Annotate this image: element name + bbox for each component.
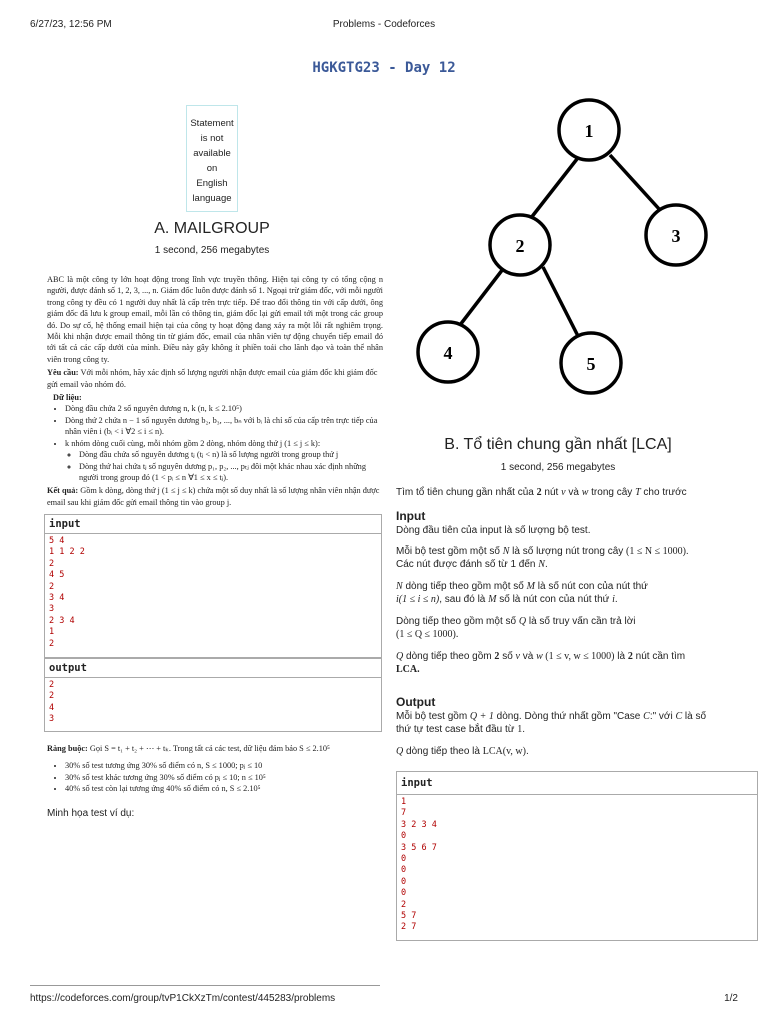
problem-b-input-heading: Input xyxy=(396,509,426,523)
contest-title[interactable]: HGKGTG23 - Day 12 xyxy=(312,60,456,76)
list-item: • Dòng thứ 2 chứa n − 1 số nguyên dương b₂, b₃, ..., bₙ với bᵢ là chỉ số của cấp trên trực tiếp của nhân viên i (bᵢ < i ∀2 ≤ i ≤ n). xyxy=(65,415,383,438)
illustration-note: Minh họa test ví dụ: xyxy=(47,808,135,819)
problem-b-limits: 1 second, 256 megabytes xyxy=(500,462,616,473)
footer-divider xyxy=(30,985,380,986)
sample-input-header: input xyxy=(45,515,381,534)
print-page-title: Problems - Codeforces xyxy=(332,19,436,30)
list-item: ◦ Dòng đầu chứa số nguyên dương tⱼ (tⱼ < n) là số lượng người trong group thứ j xyxy=(79,449,383,460)
list-item: • k nhóm dòng cuối cùng, mỗi nhóm gồm 2 dòng, nhóm dòng thứ j (1 ≤ j ≤ k): ◦ Dòng đầu chứa số nguyên dương tⱼ (tⱼ < n) là số lượng người trong group thứ j ◦ Dòng thứ hai chứa tⱼ số nguyên dương p₁, p₂, ..., pₜⱼ đôi một khác nhau xác định những người trong group đó (1 < pᵢ ≤ n ∀1 ≤ x ≤ tⱼ). xyxy=(65,438,383,484)
list-item: • 30% số test khác tương ứng 30% số điểm có pⱼ ≤ 10; n ≤ 10⁵ xyxy=(65,772,383,783)
problem-a-limits: 1 second, 256 megabytes xyxy=(154,245,270,256)
problem-a-sample-input xyxy=(44,514,382,658)
problem-a-constraints: Ràng buộc: Gọi S = t₁ + t₂ + ⋯ + tₖ. Trong tất cả các test, dữ liệu đảm bảo S ≤ 2.10⁵ • 30% số test tương ứng 30% số điểm có n, S ≤ 1000; pⱼ ≤ 10 • 30% số test khác tương ứng 30% số điểm có pⱼ ≤ 10; n ≤ 10⁵ • 40% số test còn lại tương ứng 40% số điểm có n, S ≤ 2.10⁵ xyxy=(47,743,383,795)
statement-unavailable-notice: Statement is not available on English language xyxy=(186,105,238,212)
problem-b-output-heading: Output xyxy=(396,695,436,709)
problem-a-input-list xyxy=(47,403,383,483)
problem-b-title: B. Tổ tiên chung gần nhất [LCA] xyxy=(444,436,672,453)
tree-diagram xyxy=(405,95,735,405)
list-item: ◦ Dòng thứ hai chứa tⱼ số nguyên dương p₁, p₂, ..., pₜⱼ đôi một khác nhau xác định những người trong group đó (1 < pᵢ ≤ n ∀1 ≤ x ≤ tⱼ). xyxy=(79,461,383,484)
print-datetime: 6/27/23, 12:56 PM xyxy=(30,19,112,30)
sample-input-body[interactable]: 5 4 1 1 2 2 2 4 5 2 3 4 3 2 3 4 1 2 xyxy=(49,536,85,649)
footer-page-number: 1/2 xyxy=(724,993,738,1004)
sample-input-header: input xyxy=(397,772,757,795)
sample-input-body[interactable]: 1 7 3 2 3 4 0 3 5 6 7 0 0 0 0 2 5 7 2 7 xyxy=(401,797,437,933)
problem-b-legend: Tìm tổ tiên chung gần nhất của 2 nút v và w trong cây T cho trước xyxy=(396,487,687,498)
tree-node-label: 2 xyxy=(515,236,525,256)
problem-a-intro: ABC là một công ty lớn hoạt động trong lĩnh vực truyền thông. Hiện tại công ty có tổng cộng n người, được đánh số 1, 2, 3, ..., n. Giám đốc luôn được đánh số 1. Ngoại trừ giám đốc, với mỗi người trong công ty đều có 1 người duy nhất là cấp trên trực tiếp. Để trao đổi thông tin với cấp dưới, ông giám đốc đã lưu k group email, mỗi lần có thông tin, giám đốc lại gửi email tới một trong các group đó. Do sự cố, hệ thống email hiện tại của công ty hoạt động đang xảy ra một lỗi rất nghiêm trọng. Mỗi khi nhận được email thông tin từ giám đốc, email của nhân viên tự động chuyển tiếp email đó tới tất cả các cấp dưới của mình. Điều này gây không ít phiền toái cho lãnh đạo và toàn thể nhân viên trong công ty. xyxy=(47,275,383,364)
problem-a-title: A. MAILGROUP xyxy=(154,220,270,237)
problem-b-sample-input xyxy=(396,771,758,941)
tree-node-label: 3 xyxy=(671,226,681,246)
sample-output-body[interactable]: 2 2 4 3 xyxy=(49,680,55,725)
footer-url[interactable]: https://codeforces.com/group/tvP1CkXzTm/contest/445283/problems xyxy=(30,993,336,1004)
list-item: • 40% số test còn lại tương ứng 40% số điểm có n, S ≤ 2.10⁵ xyxy=(65,783,383,794)
tree-node-label: 4 xyxy=(443,343,453,363)
problem-b-input-spec: Dòng đầu tiên của input là số lượng bộ test. Mỗi bộ test gồm một số N là số lượng nút trong cây (1 ≤ N ≤ 1000). Các nút được đánh số từ 1 đến N. N dòng tiếp theo gồm một số M là số nút con của nút thứ i(1 ≤ i ≤ n), sau đó là M số là nút con của nút thứ i. Dòng tiếp theo gồm một số Q là số truy vấn cần trả lời (1 ≤ Q ≤ 1000). Q dòng tiếp theo gồm 2 số v và w (1 ≤ v, w ≤ 1000) là 2 nút cần tìm LCA. xyxy=(396,525,689,675)
problem-a-output: Kết quả: Gồm k dòng, dòng thứ j (1 ≤ j ≤ k) chứa một số duy nhất là số lượng nhân viên nhận được email sau khi giám đốc gửi email thông tin vào group j. xyxy=(47,486,380,507)
problem-a-input-label: Dữ liệu: xyxy=(53,393,82,403)
list-item: • Dòng đầu chứa 2 số nguyên dương n, k (n, k ≤ 2.10⁵) xyxy=(65,403,383,414)
tree-node-label: 5 xyxy=(586,354,596,374)
problem-a-statement xyxy=(47,274,383,508)
sample-output-header: output xyxy=(45,659,381,678)
problem-b-output-spec: Mỗi bộ test gồm Q + 1 dòng. Dòng thứ nhất gồm "Case C:" với C là số thứ tự test case bắt đầu từ 1. Q dòng tiếp theo là LCA(v, w). xyxy=(396,711,707,757)
problem-a-requirement: Yêu cầu: Với mỗi nhóm, hãy xác định số lượng người nhận được email của giám đốc khi giám đốc gửi email vào nhóm đó. xyxy=(47,368,378,389)
tree-node-label: 1 xyxy=(584,121,594,141)
problem-a-sample-output xyxy=(44,658,382,732)
list-item: • 30% số test tương ứng 30% số điểm có n, S ≤ 1000; pⱼ ≤ 10 xyxy=(65,760,383,771)
